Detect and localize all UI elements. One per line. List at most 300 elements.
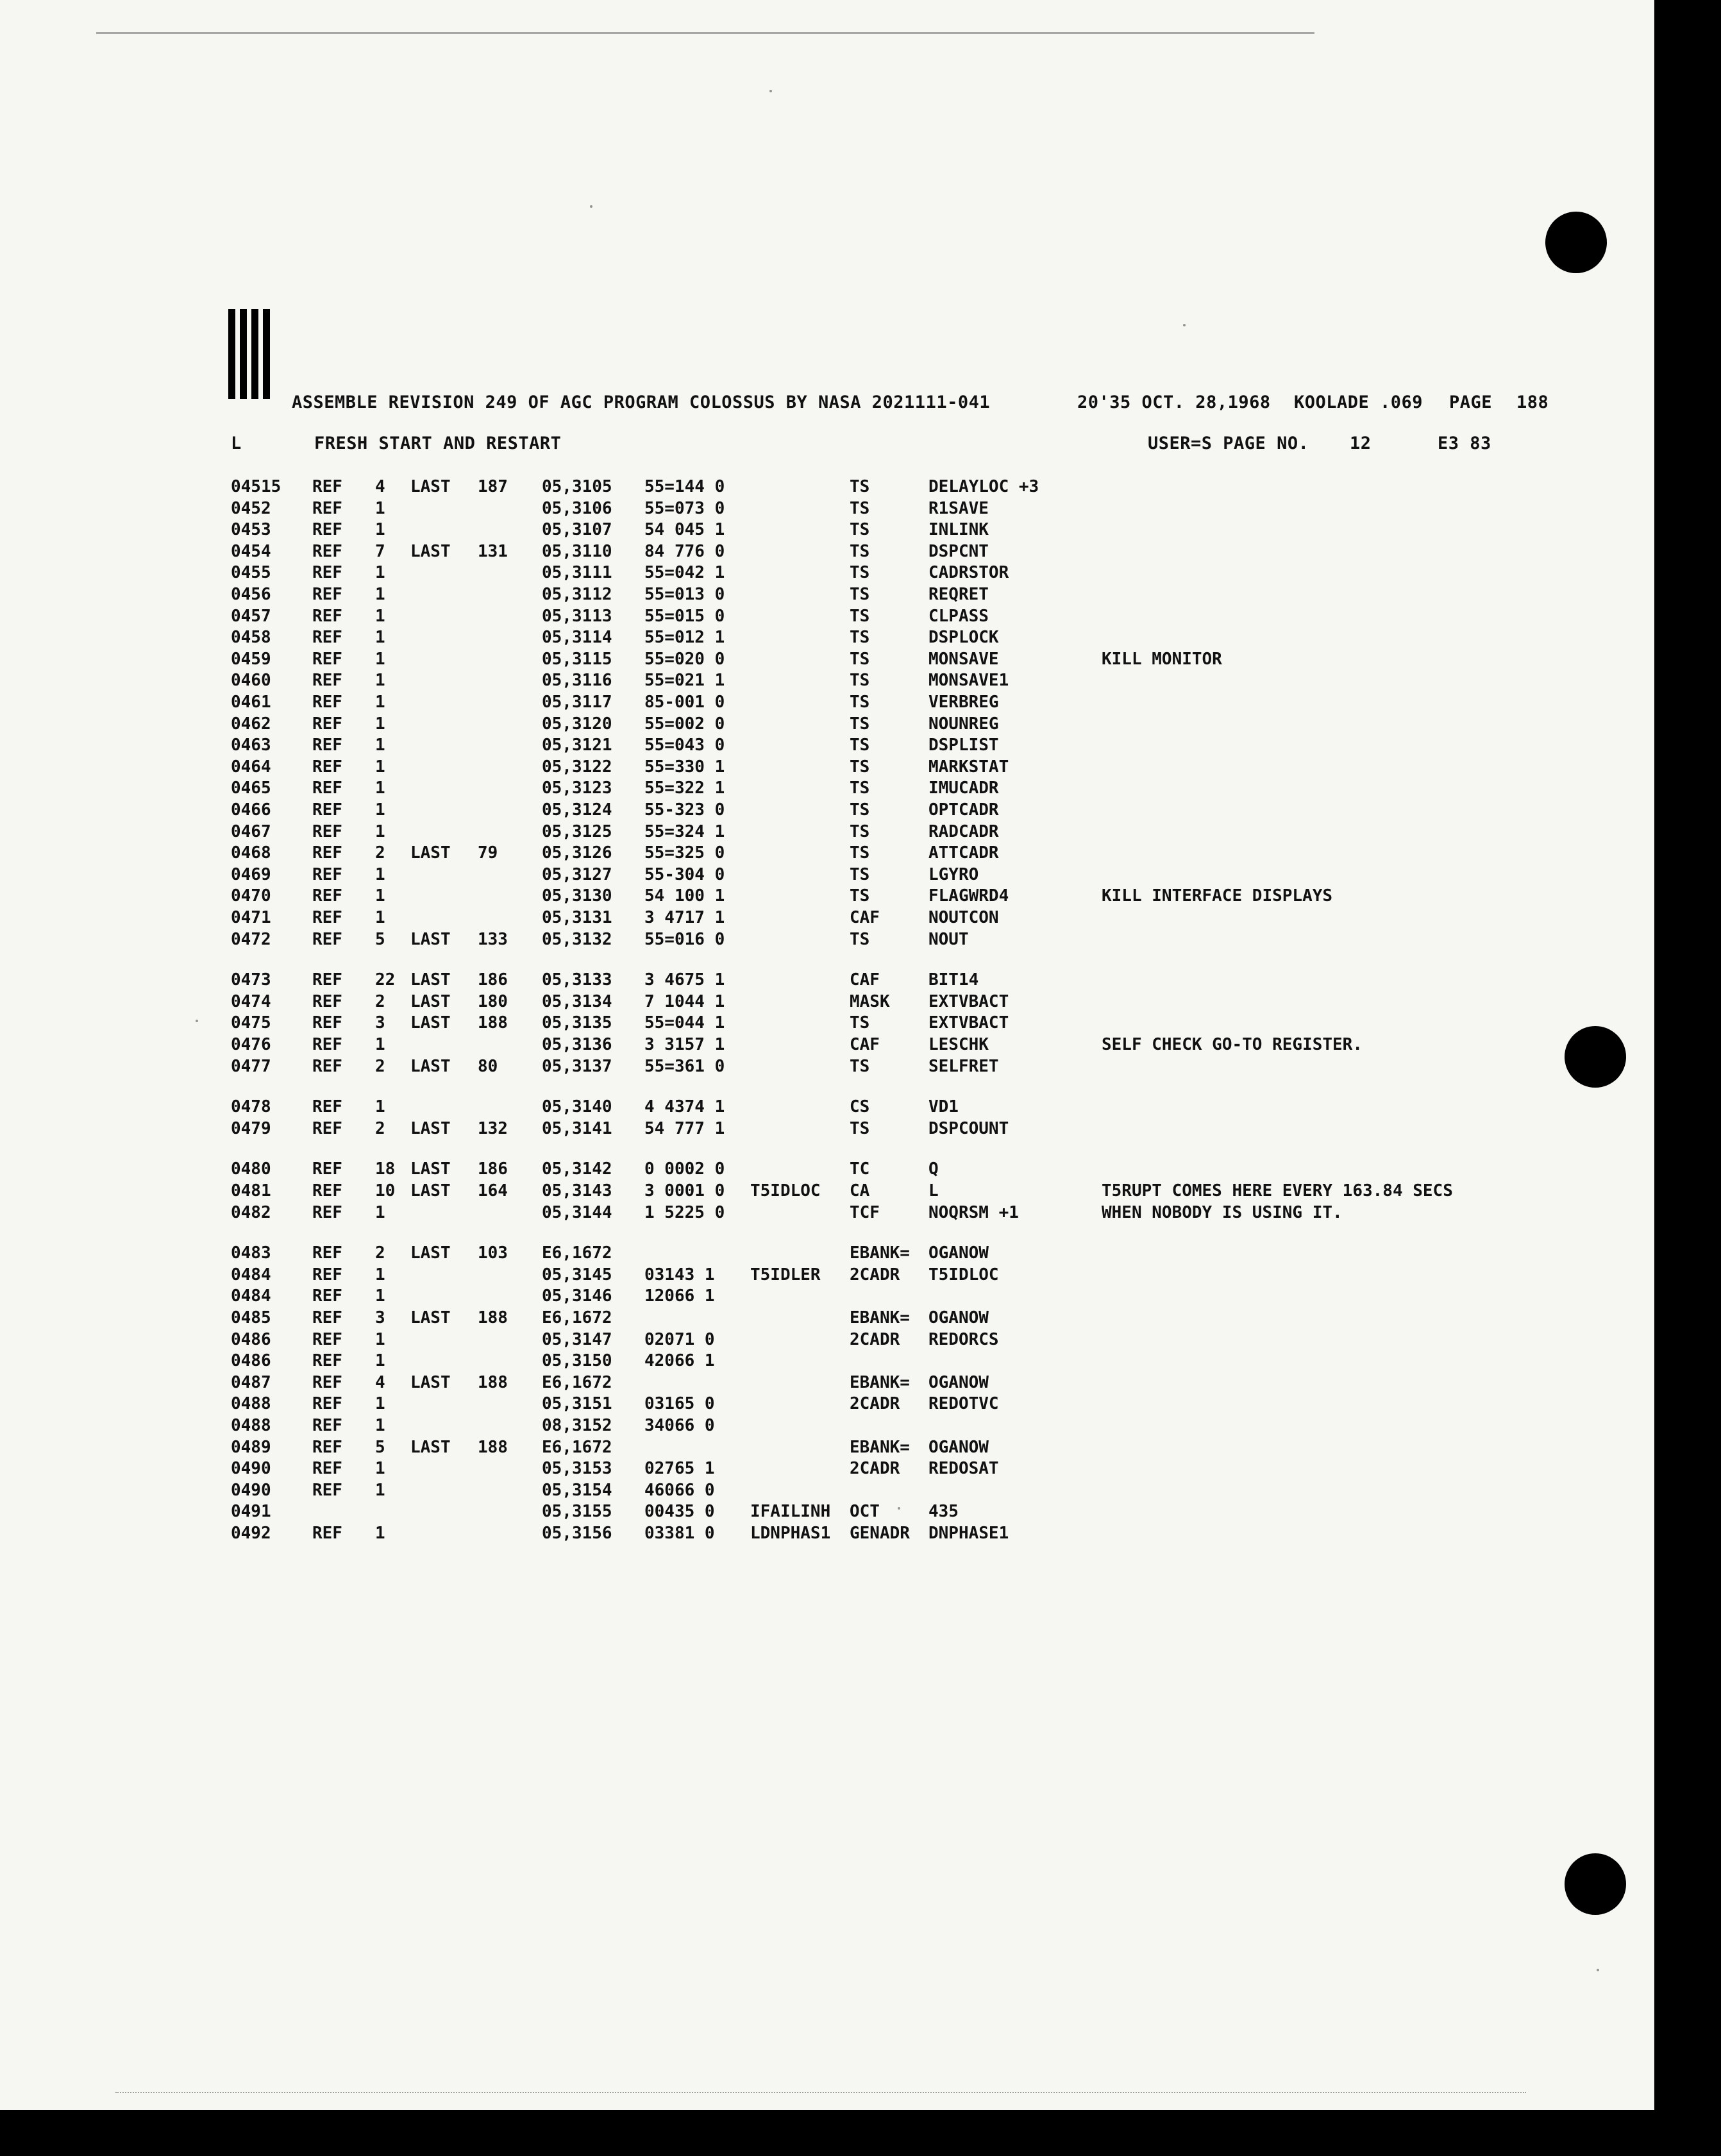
octal-value: 55=042 1	[644, 563, 725, 582]
users-page-number: 12	[1350, 434, 1372, 453]
paper-speck	[590, 205, 592, 208]
opcode: CAF	[850, 908, 880, 927]
address: 05,3120	[542, 714, 612, 734]
ref-marker: REF	[312, 1459, 342, 1478]
line-number: 04515	[231, 477, 281, 496]
opcode: TS	[850, 693, 870, 712]
opcode: TS	[850, 1013, 870, 1032]
opcode: EBANK=	[850, 1308, 910, 1327]
operand: DSPCNT	[928, 542, 989, 561]
ref-count: 1	[375, 1097, 385, 1116]
table-row	[0, 929, 1654, 950]
address: E6,1672	[542, 1373, 612, 1392]
operand: NOUTCON	[928, 908, 999, 927]
line-number: 0462	[231, 714, 271, 734]
octal-value: 3 0001 0	[644, 1181, 725, 1200]
table-row	[0, 756, 1654, 778]
ref-marker: REF	[312, 970, 342, 990]
table-row	[0, 991, 1654, 1013]
address: 05,3140	[542, 1097, 612, 1116]
ref-marker: REF	[312, 1351, 342, 1370]
ref-marker: REF	[312, 1265, 342, 1284]
ref-count: 1	[375, 1459, 385, 1478]
operand: DNPHASE1	[928, 1524, 1009, 1543]
table-row	[0, 1479, 1654, 1501]
line-number: 0485	[231, 1308, 271, 1327]
octal-value: 7 1044 1	[644, 992, 725, 1011]
ref-count: 5	[375, 1438, 385, 1457]
address: 05,3116	[542, 671, 612, 690]
top-edge-line	[96, 32, 1314, 34]
last-label: LAST	[410, 1438, 451, 1457]
address: 05,3133	[542, 970, 612, 990]
address: 05,3127	[542, 865, 612, 884]
ref-marker: REF	[312, 1013, 342, 1032]
ref-marker: REF	[312, 843, 342, 863]
address: 05,3112	[542, 585, 612, 604]
line-number: 0491	[231, 1502, 271, 1521]
opcode: CAF	[850, 970, 880, 990]
line-number: 0456	[231, 585, 271, 604]
address: 05,3131	[542, 908, 612, 927]
ref-count: 1	[375, 779, 385, 798]
operand: OGANOW	[928, 1373, 989, 1392]
address: 05,3115	[542, 650, 612, 669]
opcode: TS	[850, 542, 870, 561]
line-number: 0455	[231, 563, 271, 582]
ref-count: 22	[375, 970, 396, 990]
ref-count: 1	[375, 499, 385, 518]
operand: BIT14	[928, 970, 979, 990]
operand: LGYRO	[928, 865, 979, 884]
operand: MONSAVE	[928, 650, 999, 669]
ref-count: 1	[375, 736, 385, 755]
address: 05,3137	[542, 1057, 612, 1076]
address: 05,3126	[542, 843, 612, 863]
opcode: 2CADR	[850, 1330, 900, 1349]
operand: MONSAVE1	[928, 671, 1009, 690]
address: 05,3151	[542, 1394, 612, 1413]
octal-value: 4 4374 1	[644, 1097, 725, 1116]
last-label: LAST	[410, 1057, 451, 1076]
comment: SELF CHECK GO-TO REGISTER.	[1102, 1035, 1363, 1054]
ref-marker: REF	[312, 736, 342, 755]
table-row	[0, 969, 1654, 991]
address: 05,3125	[542, 822, 612, 841]
paper-speck	[769, 90, 772, 92]
address: 05,3142	[542, 1159, 612, 1179]
ref-count: 1	[375, 1203, 385, 1222]
page-number: 188	[1516, 392, 1549, 412]
ref-count: 5	[375, 930, 385, 949]
section-title: FRESH START AND RESTART	[314, 434, 562, 453]
operand: EXTVBACT	[928, 1013, 1009, 1032]
ref-marker: REF	[312, 1416, 342, 1435]
line-number: 0474	[231, 992, 271, 1011]
table-row	[0, 1350, 1654, 1372]
octal-value: 55=012 1	[644, 628, 725, 647]
opcode: TS	[850, 843, 870, 863]
ref-marker: REF	[312, 693, 342, 712]
table-row	[0, 1012, 1654, 1034]
ref-marker: REF	[312, 908, 342, 927]
last-label: LAST	[410, 930, 451, 949]
table-row	[0, 1372, 1654, 1394]
table-row	[0, 907, 1654, 929]
table-row	[0, 627, 1654, 648]
ref-marker: REF	[312, 1286, 342, 1306]
last-line: 131	[478, 542, 508, 561]
ref-count: 1	[375, 1524, 385, 1543]
ref-count: 1	[375, 886, 385, 905]
last-label: LAST	[410, 542, 451, 561]
line-number: 0461	[231, 693, 271, 712]
paper-speck	[1597, 1969, 1599, 1971]
ref-count: 1	[375, 607, 385, 626]
operand: OGANOW	[928, 1438, 989, 1457]
operand: MARKSTAT	[928, 757, 1009, 777]
bottom-edge-line	[115, 2092, 1526, 2094]
octal-value: 55-323 0	[644, 800, 725, 820]
ref-marker: REF	[312, 1524, 342, 1543]
last-label: LAST	[410, 1159, 451, 1179]
table-row	[0, 1118, 1654, 1140]
operand: CLPASS	[928, 607, 989, 626]
operand: DSPLIST	[928, 736, 999, 755]
operand: RADCADR	[928, 822, 999, 841]
line-number: 0465	[231, 779, 271, 798]
last-line: 164	[478, 1181, 508, 1200]
address: E6,1672	[542, 1308, 612, 1327]
table-row	[0, 1264, 1654, 1286]
opcode: TS	[850, 499, 870, 518]
opcode: TS	[850, 1119, 870, 1138]
octal-value: 54 777 1	[644, 1119, 725, 1138]
last-line: 188	[478, 1013, 508, 1032]
address: 05,3141	[542, 1119, 612, 1138]
address: 05,3154	[542, 1481, 612, 1500]
line-number: 0459	[231, 650, 271, 669]
opcode: EBANK=	[850, 1243, 910, 1263]
octal-value: 12066 1	[644, 1286, 715, 1306]
table-row	[0, 541, 1654, 562]
ref-count: 3	[375, 1013, 385, 1032]
operand: T5IDLOC	[928, 1265, 999, 1284]
last-line: 186	[478, 1159, 508, 1179]
ref-marker: REF	[312, 1035, 342, 1054]
operand: R1SAVE	[928, 499, 989, 518]
octal-value: 55=325 0	[644, 843, 725, 863]
table-row	[0, 1096, 1654, 1118]
table-row	[0, 648, 1654, 670]
address: 05,3150	[542, 1351, 612, 1370]
address: 05,3147	[542, 1330, 612, 1349]
opcode: MASK	[850, 992, 890, 1011]
octal-value: 55=044 1	[644, 1013, 725, 1032]
operand: EXTVBACT	[928, 992, 1009, 1011]
last-label: LAST	[410, 1181, 451, 1200]
punch-hole-top	[1545, 212, 1607, 273]
ref-count: 2	[375, 1243, 385, 1263]
paper-speck	[898, 1507, 900, 1510]
line-number: 0490	[231, 1481, 271, 1500]
table-row	[0, 1056, 1654, 1077]
ref-count: 3	[375, 1308, 385, 1327]
ref-marker: REF	[312, 992, 342, 1011]
ref-marker: REF	[312, 607, 342, 626]
opcode: TS	[850, 585, 870, 604]
octal-value: 3 3157 1	[644, 1035, 725, 1054]
ref-marker: REF	[312, 477, 342, 496]
octal-value: 46066 0	[644, 1481, 715, 1500]
table-row	[0, 1158, 1654, 1180]
octal-value: 03381 0	[644, 1524, 715, 1543]
ref-count: 1	[375, 865, 385, 884]
line-number: 0486	[231, 1330, 271, 1349]
address: 05,3132	[542, 930, 612, 949]
table-row	[0, 1436, 1654, 1458]
table-row	[0, 1393, 1654, 1415]
octal-value: 02071 0	[644, 1330, 715, 1349]
opcode: TS	[850, 563, 870, 582]
last-line: 103	[478, 1243, 508, 1263]
octal-value: 55=020 0	[644, 650, 725, 669]
symbol-label: LDNPHAS1	[750, 1524, 831, 1543]
address: 05,3107	[542, 520, 612, 539]
line-number: 0490	[231, 1459, 271, 1478]
table-row	[0, 584, 1654, 605]
ref-count: 1	[375, 714, 385, 734]
operand: SELFRET	[928, 1057, 999, 1076]
timestamp: 20'35 OCT. 28,1968	[1077, 392, 1271, 412]
operand: NOUT	[928, 930, 969, 949]
opcode: CAF	[850, 1035, 880, 1054]
ref-marker: REF	[312, 1057, 342, 1076]
line-number: 0467	[231, 822, 271, 841]
opcode: CA	[850, 1181, 870, 1200]
comment: KILL INTERFACE DISPLAYS	[1102, 886, 1333, 905]
table-row	[0, 1501, 1654, 1522]
octal-value: 85-001 0	[644, 693, 725, 712]
last-line: 79	[478, 843, 498, 863]
last-label: LAST	[410, 843, 451, 863]
ref-marker: REF	[312, 1438, 342, 1457]
opcode: GENADR	[850, 1524, 910, 1543]
octal-value: 55=324 1	[644, 822, 725, 841]
octal-value: 55-304 0	[644, 865, 725, 884]
ref-count: 1	[375, 671, 385, 690]
system-name: KOOLADE .069	[1294, 392, 1423, 412]
ref-marker: REF	[312, 628, 342, 647]
ref-count: 1	[375, 650, 385, 669]
ref-count: 1	[375, 693, 385, 712]
line-number: 0464	[231, 757, 271, 777]
ref-count: 1	[375, 1265, 385, 1284]
ref-count: 1	[375, 585, 385, 604]
ref-marker: REF	[312, 671, 342, 690]
octal-value: 3 4675 1	[644, 970, 725, 990]
octal-value: 0 0002 0	[644, 1159, 725, 1179]
octal-value: 55=013 0	[644, 585, 725, 604]
address: 05,3114	[542, 628, 612, 647]
address: 05,3113	[542, 607, 612, 626]
ref-count: 1	[375, 1035, 385, 1054]
opcode: TS	[850, 520, 870, 539]
address: 05,3135	[542, 1013, 612, 1032]
users-page-label: USER=S PAGE NO.	[1148, 434, 1309, 453]
table-row	[0, 1180, 1654, 1202]
last-label: LAST	[410, 992, 451, 1011]
last-line: 132	[478, 1119, 508, 1138]
ref-count: 2	[375, 1119, 385, 1138]
ref-marker: REF	[312, 822, 342, 841]
address: 05,3155	[542, 1502, 612, 1521]
ref-marker: REF	[312, 1159, 342, 1179]
line-number: 0477	[231, 1057, 271, 1076]
table-row	[0, 864, 1654, 886]
table-row	[0, 1202, 1654, 1224]
line-number: 0468	[231, 843, 271, 863]
operand: REQRET	[928, 585, 989, 604]
line-number: 0471	[231, 908, 271, 927]
ref-count: 10	[375, 1181, 396, 1200]
octal-value: 55=002 0	[644, 714, 725, 734]
opcode: TS	[850, 930, 870, 949]
last-line: 133	[478, 930, 508, 949]
operand: REDORCS	[928, 1330, 999, 1349]
table-row	[0, 498, 1654, 519]
opcode: OCT	[850, 1502, 880, 1521]
octal-value: 3 4717 1	[644, 908, 725, 927]
opcode: TS	[850, 1057, 870, 1076]
octal-value: 55=330 1	[644, 757, 725, 777]
operand: L	[928, 1181, 939, 1200]
ref-marker: REF	[312, 1097, 342, 1116]
octal-value: 55=144 0	[644, 477, 725, 496]
line-number: 0458	[231, 628, 271, 647]
octal-value: 54 100 1	[644, 886, 725, 905]
address: 05,3145	[542, 1265, 612, 1284]
ref-count: 1	[375, 1286, 385, 1306]
octal-value: 55=073 0	[644, 499, 725, 518]
table-row	[0, 799, 1654, 821]
operand: VD1	[928, 1097, 959, 1116]
operand: REDOTVC	[928, 1394, 999, 1413]
octal-value: 55=361 0	[644, 1057, 725, 1076]
octal-value: 55=021 1	[644, 671, 725, 690]
line-number: 0453	[231, 520, 271, 539]
table-row	[0, 1329, 1654, 1351]
line-number: 0457	[231, 607, 271, 626]
opcode: EBANK=	[850, 1373, 910, 1392]
line-number: 0487	[231, 1373, 271, 1392]
last-label: LAST	[410, 970, 451, 990]
opcode: TS	[850, 800, 870, 820]
octal-value: 03165 0	[644, 1394, 715, 1413]
table-row	[0, 821, 1654, 843]
assembly-title: ASSEMBLE REVISION 249 OF AGC PROGRAM COLOSSUS BY NASA 2021111-041	[292, 392, 991, 412]
line-number: 0484	[231, 1265, 271, 1284]
operand: FLAGWRD4	[928, 886, 1009, 905]
symbol-label: T5IDLER	[750, 1265, 821, 1284]
ref-count: 18	[375, 1159, 396, 1179]
table-row	[0, 519, 1654, 541]
operand: INLINK	[928, 520, 989, 539]
table-row	[0, 1415, 1654, 1436]
octal-value: 1 5225 0	[644, 1203, 725, 1222]
operand: OPTCADR	[928, 800, 999, 820]
ref-marker: REF	[312, 757, 342, 777]
opcode: TS	[850, 671, 870, 690]
ref-count: 1	[375, 822, 385, 841]
opcode: TS	[850, 477, 870, 496]
opcode: CS	[850, 1097, 870, 1116]
table-row	[0, 1034, 1654, 1056]
opcode: 2CADR	[850, 1459, 900, 1478]
address: E6,1672	[542, 1438, 612, 1457]
opcode: TS	[850, 650, 870, 669]
line-number: 0454	[231, 542, 271, 561]
address: 05,3130	[542, 886, 612, 905]
line-number: 0473	[231, 970, 271, 990]
ref-marker: REF	[312, 1243, 342, 1263]
line-number: 0482	[231, 1203, 271, 1222]
operand: OGANOW	[928, 1308, 989, 1327]
ref-count: 2	[375, 843, 385, 863]
comment: T5RUPT COMES HERE EVERY 163.84 SECS	[1102, 1181, 1453, 1200]
ref-marker: REF	[312, 499, 342, 518]
table-row	[0, 713, 1654, 735]
ref-count: 2	[375, 1057, 385, 1076]
last-line: 188	[478, 1438, 508, 1457]
operand: OGANOW	[928, 1243, 989, 1263]
octal-value: 00435 0	[644, 1502, 715, 1521]
opcode: TS	[850, 865, 870, 884]
line-number: 0483	[231, 1243, 271, 1263]
ref-marker: REF	[312, 650, 342, 669]
ref-count: 7	[375, 542, 385, 561]
ref-count: 1	[375, 563, 385, 582]
octal-value: 03143 1	[644, 1265, 715, 1284]
octal-value: 54 045 1	[644, 520, 725, 539]
ref-marker: REF	[312, 1481, 342, 1500]
ref-marker: REF	[312, 1181, 342, 1200]
table-row	[0, 605, 1654, 627]
ref-count: 1	[375, 800, 385, 820]
operand: VERBREG	[928, 693, 999, 712]
line-number: 0469	[231, 865, 271, 884]
line-number: 0488	[231, 1416, 271, 1435]
line-number: 0480	[231, 1159, 271, 1179]
ref-count: 1	[375, 1351, 385, 1370]
address: 05,3134	[542, 992, 612, 1011]
table-row	[0, 734, 1654, 756]
line-number: 0470	[231, 886, 271, 905]
line-number: 0460	[231, 671, 271, 690]
opcode: TS	[850, 607, 870, 626]
paper-speck	[1183, 324, 1186, 326]
ref-count: 1	[375, 628, 385, 647]
ref-marker: REF	[312, 779, 342, 798]
octal-value: 84 776 0	[644, 542, 725, 561]
address: 05,3123	[542, 779, 612, 798]
octal-value: 55=016 0	[644, 930, 725, 949]
ref-count: 2	[375, 992, 385, 1011]
table-row	[0, 885, 1654, 907]
address: 05,3156	[542, 1524, 612, 1543]
opcode: TS	[850, 714, 870, 734]
last-line: 188	[478, 1373, 508, 1392]
